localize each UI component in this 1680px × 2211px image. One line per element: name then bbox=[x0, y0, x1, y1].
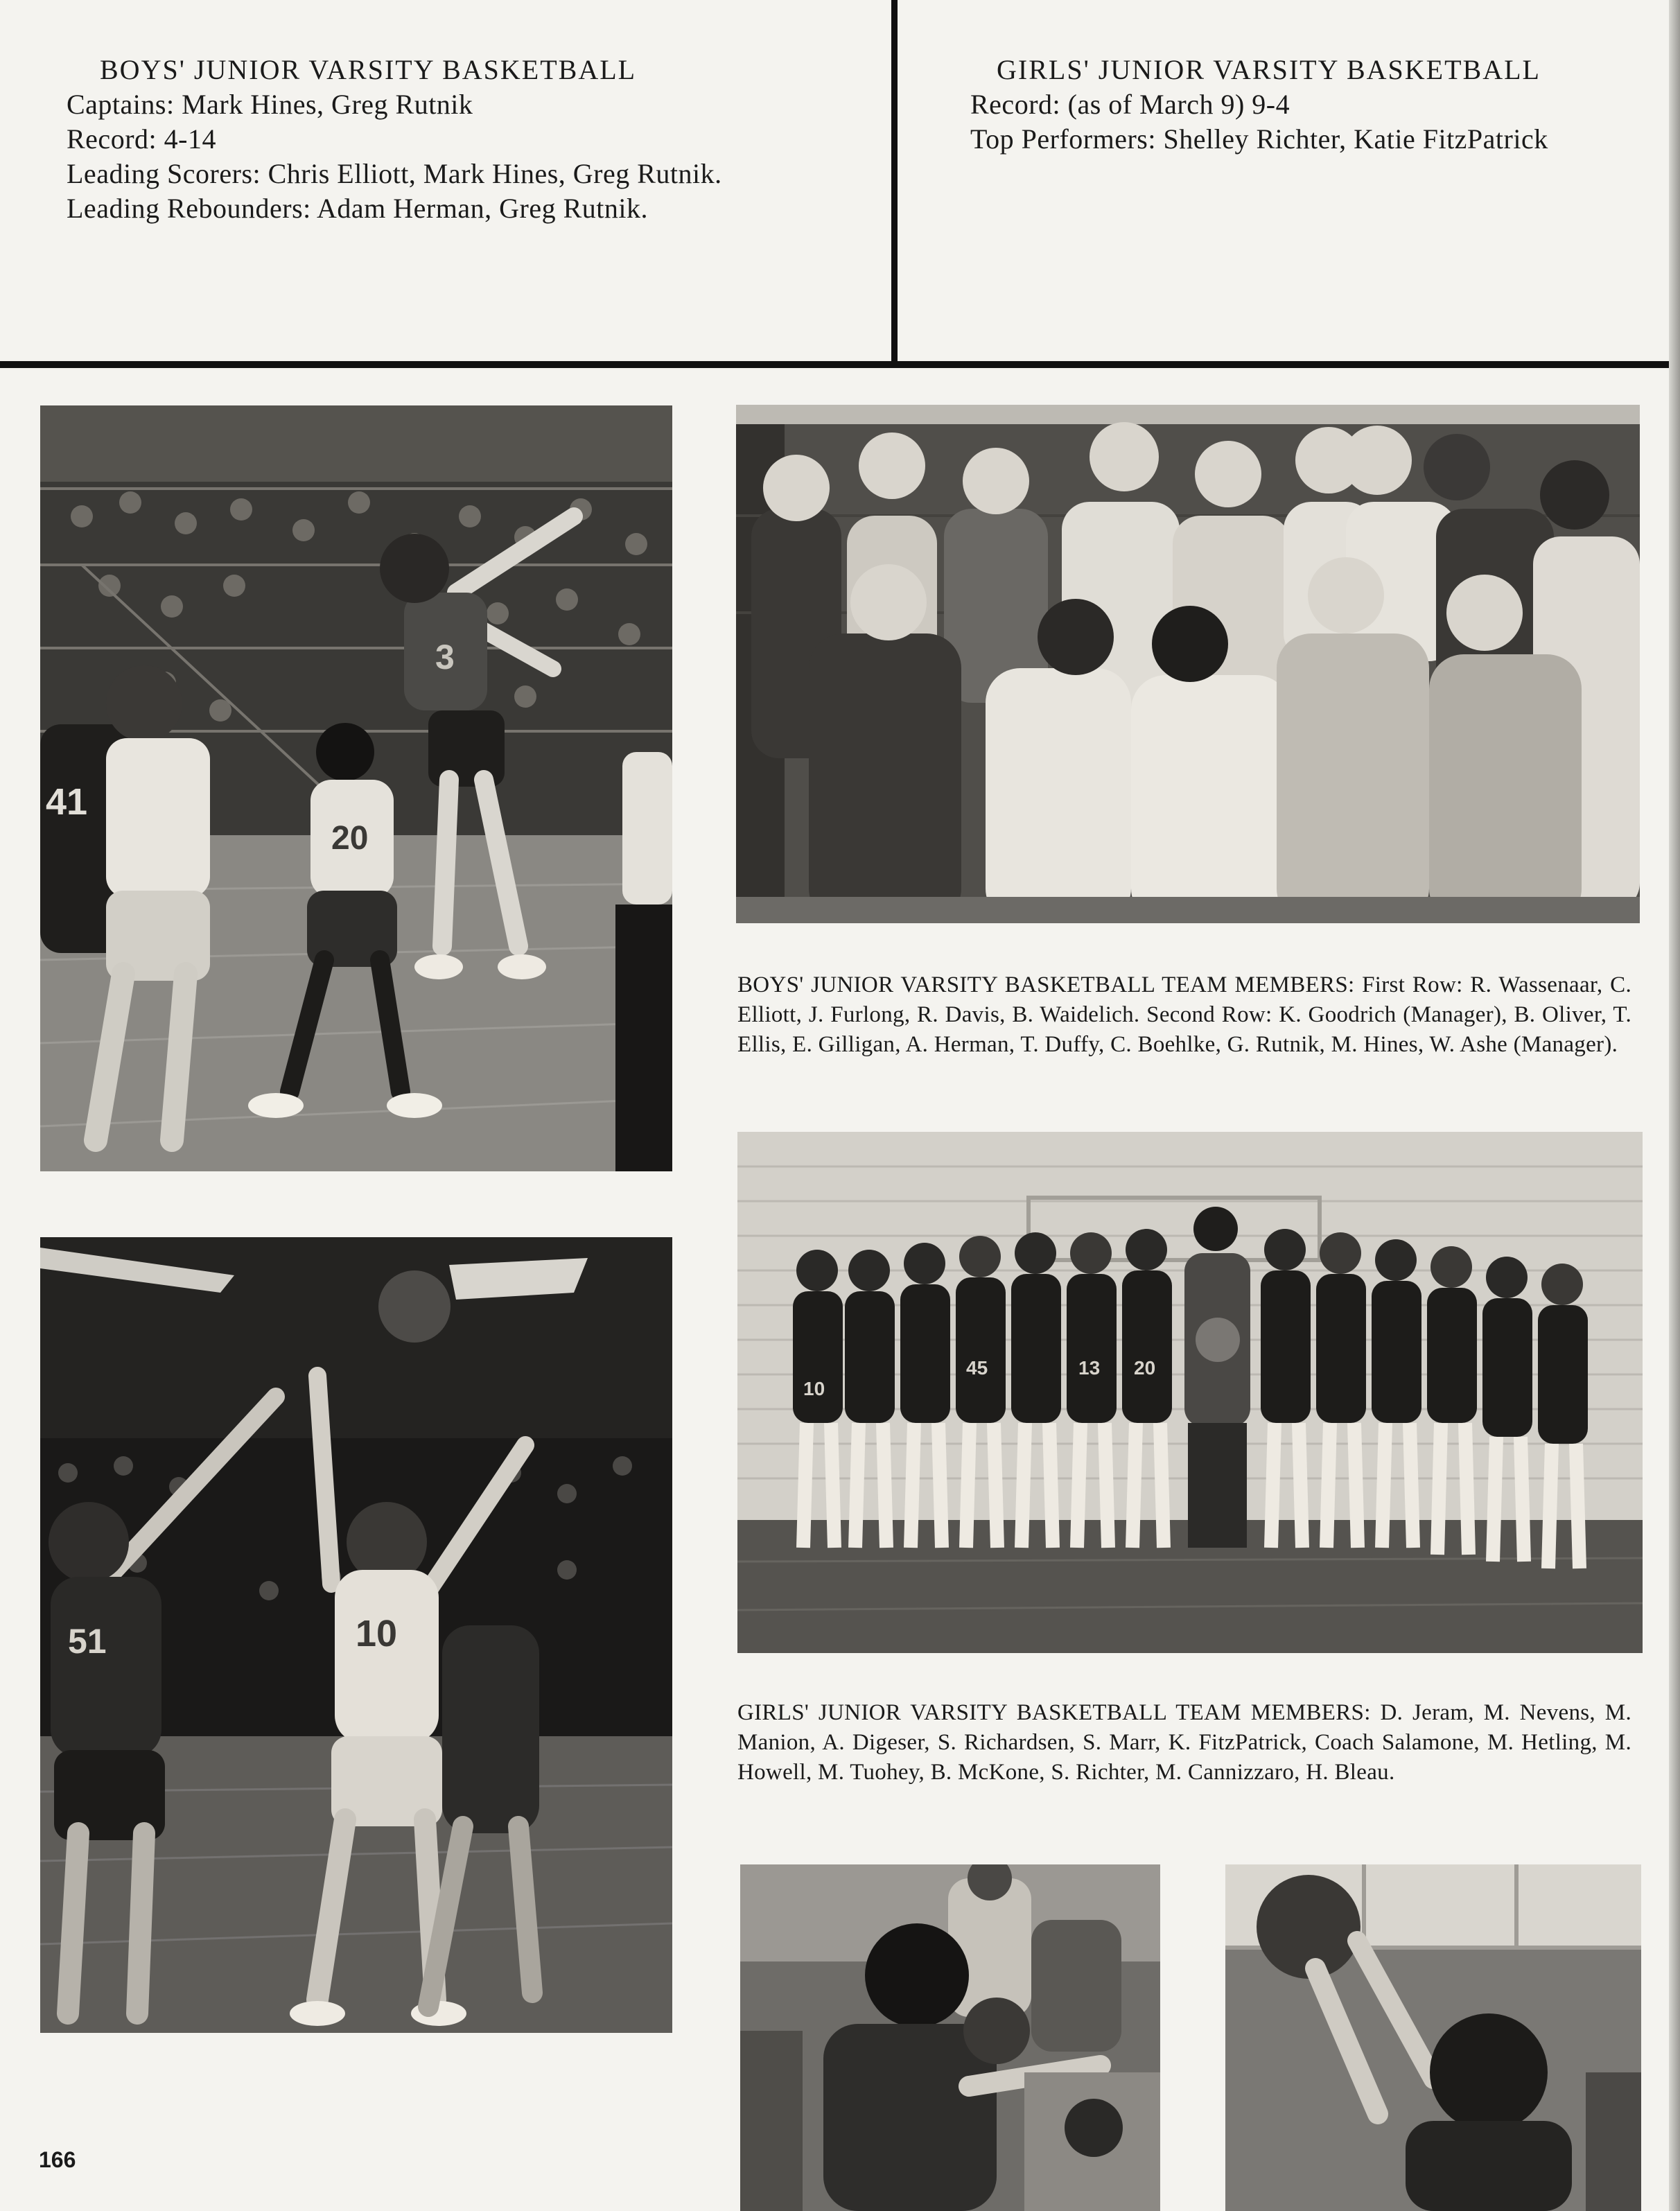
top-section-divider-vertical bbox=[891, 0, 898, 366]
girls-jersey-number-b: 45 bbox=[966, 1357, 988, 1379]
photo-boys-jump-shot bbox=[40, 405, 672, 1171]
boys-jv-title: BOYS' JUNIOR VARSITY BASKETBALL bbox=[100, 54, 637, 85]
girls-jv-team-caption: GIRLS' JUNIOR VARSITY BASKETBALL TEAM MEMBERS: D. Jeram, M. Nevens, M. Manion, A. Digeser, S. Richardsen, S. Marr, K. FitzPatrick, Coach Salamone, M. Hetling, M. Howell, M. Tuohey, B. McKone, S. Richter, M. Cannizzaro, H. Bleau. bbox=[737, 1700, 1631, 1785]
girls-jv-title: GIRLS' JUNIOR VARSITY BASKETBALL bbox=[997, 54, 1541, 85]
boys-jv-record: Record: 4-14 bbox=[67, 123, 216, 155]
photo-boys-rebound bbox=[40, 1237, 672, 2033]
boys-jv-leading-rebounders: Leading Rebounders: Adam Herman, Greg Rutnik. bbox=[67, 193, 648, 224]
girls-jv-top-performers: Top Performers: Shelley Richter, Katie FitzPatrick bbox=[970, 123, 1548, 155]
photo-girl-shooting bbox=[1225, 1864, 1641, 2211]
girls-jersey-number-a: 10 bbox=[803, 1378, 825, 1399]
boys-jv-captains: Captains: Mark Hines, Greg Rutnik bbox=[67, 89, 473, 120]
girls-jv-stats bbox=[970, 53, 1670, 157]
boys-jv-leading-scorers: Leading Scorers: Chris Elliott, Mark Hines, Greg Rutnik. bbox=[67, 158, 722, 189]
girls-jersey-number-d: 20 bbox=[1134, 1357, 1156, 1379]
boys-jv-stats bbox=[67, 53, 794, 226]
photo-sideline-coach bbox=[740, 1864, 1160, 2211]
photo-boys-jv-team bbox=[736, 405, 1640, 923]
boys-jv-team-caption: BOYS' JUNIOR VARSITY BASKETBALL TEAM MEMBERS: First Row: R. Wassenaar, C. Elliott, J. Furlong, R. Davis, B. Waidelich. Second Row: K. Goodrich (Manager), B. Oliver, T. Ellis, E. Gilligan, A. Herman, T. Duffy, C. Boehlke, G. Rutnik, M. Hines, W. Ashe (Manager). bbox=[737, 972, 1631, 1057]
photo-girls-jv-team bbox=[737, 1132, 1643, 1653]
binding-edge bbox=[1669, 0, 1680, 2211]
jersey-number-rebound-left: 51 bbox=[68, 1622, 107, 1661]
top-section-divider-horizontal bbox=[0, 361, 1680, 368]
girls-jv-record: Record: (as of March 9) 9-4 bbox=[970, 89, 1290, 120]
page-number: 166 bbox=[39, 2147, 76, 2172]
girls-jersey-number-c: 13 bbox=[1078, 1357, 1101, 1379]
jersey-number-defender: 20 bbox=[331, 820, 369, 857]
jersey-number-shooter: 3 bbox=[435, 638, 455, 676]
jersey-number-left: 41 bbox=[46, 781, 88, 823]
jersey-number-rebound-center: 10 bbox=[356, 1613, 398, 1654]
